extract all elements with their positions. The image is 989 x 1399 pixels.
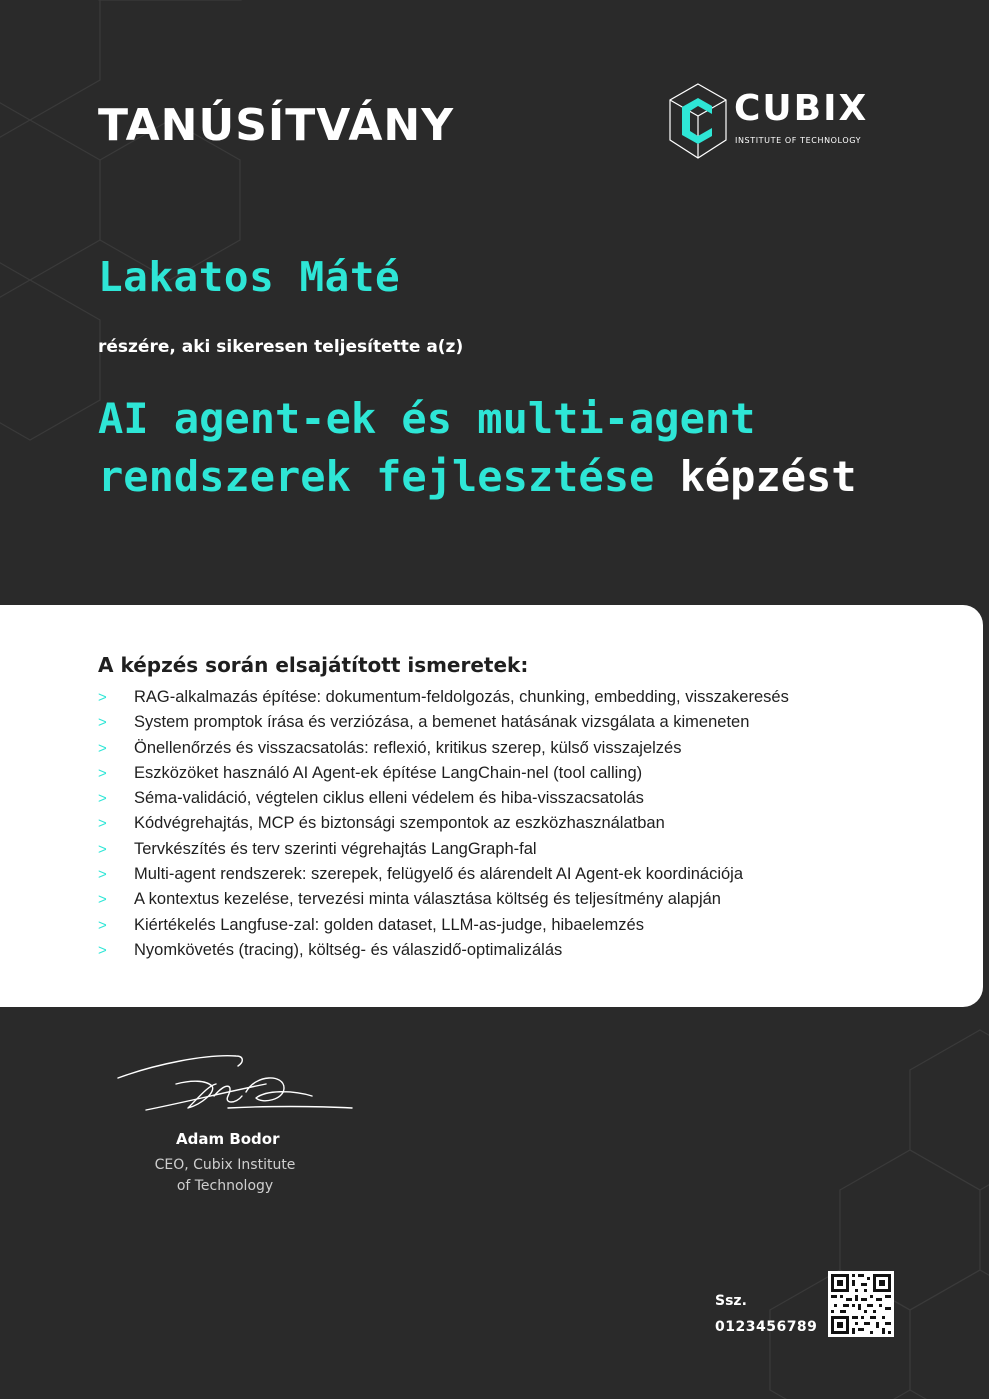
list-item	[98, 862, 789, 887]
skill-text: Multi-agent rendszerek: szerepek, felügyelő és alárendelt AI Agent-ek koordinációja	[134, 865, 744, 884]
serial-label: Ssz.	[715, 1293, 747, 1309]
qr-code	[828, 1271, 894, 1337]
chevron-right-icon: >	[98, 714, 107, 732]
list-item	[98, 887, 789, 912]
chevron-right-icon: >	[98, 739, 107, 757]
course-name: AI agent-ek és multi-agent rendszerek fejlesztése	[98, 394, 756, 501]
list-item	[98, 938, 789, 963]
skill-text: Tervkészítés és terv szerinti végrehajtás LangGraph-fal	[134, 839, 537, 858]
handwritten-signature	[116, 1050, 356, 1116]
list-item	[98, 736, 789, 761]
chevron-right-icon: >	[98, 916, 107, 934]
list-item	[98, 685, 789, 710]
skills-panel	[0, 605, 983, 1007]
chevron-right-icon: >	[98, 840, 107, 858]
list-item	[98, 761, 789, 786]
signatory-role-line: of Technology	[176, 1178, 274, 1194]
recipient-name: Lakatos Máté	[98, 253, 401, 301]
completion-intro: részére, aki sikeresen teljesítette a(z)	[98, 337, 464, 357]
course-title	[98, 390, 918, 506]
chevron-right-icon: >	[98, 941, 107, 959]
signatory-name: Adam Bodor	[176, 1130, 280, 1148]
chevron-right-icon: >	[98, 815, 107, 833]
chevron-right-icon: >	[98, 891, 107, 909]
course-suffix: képzést	[679, 452, 857, 501]
list-item	[98, 786, 789, 811]
signatory-role	[130, 1155, 320, 1197]
logo-subtitle: INSTITUTE OF TECHNOLOGY	[735, 136, 862, 145]
chevron-right-icon: >	[98, 689, 107, 706]
serial-number: 0123456789	[715, 1319, 818, 1335]
logo-wordmark: CUBIX	[734, 88, 869, 129]
serial-number-block	[715, 1293, 817, 1335]
skill-text: Önellenőrzés és visszacsatolás: reflexió, kritikus szerep, külső visszajelzés	[134, 738, 682, 757]
skill-text: Kódvégrehajtás, MCP és biztonsági szempontok az eszközhasználatban	[134, 814, 665, 833]
skills-list	[98, 685, 789, 963]
cubix-logo-icon	[668, 82, 728, 160]
signatory-role-line: CEO, Cubix Institute	[154, 1157, 296, 1173]
skill-text: A kontextus kezelése, tervezési minta választása költség és teljesítmény alapján	[134, 890, 721, 909]
chevron-right-icon: >	[98, 790, 107, 808]
skill-text: Nyomkövetés (tracing), költség- és válaszidő-optimalizálás	[134, 940, 563, 959]
skill-text: Eszközöket használó AI Agent-ek építése LangChain-nel (tool calling)	[134, 763, 643, 782]
cubix-logo	[668, 82, 878, 164]
skill-text: Séma-validáció, végtelen ciklus elleni védelem és hiba-visszacsatolás	[134, 789, 644, 808]
skill-text: System promptok írása és verziózása, a bemenet hatásának vizsgálata a kimeneten	[134, 713, 750, 732]
list-item	[98, 837, 789, 862]
chevron-right-icon: >	[98, 764, 107, 782]
skill-text: RAG-alkalmazás építése: dokumentum-feldolgozás, chunking, embedding, visszakeresés	[134, 688, 789, 706]
list-item	[98, 913, 789, 938]
certificate-title: TANÚSÍTVÁNY	[98, 100, 455, 151]
chevron-right-icon: >	[98, 866, 107, 884]
list-item	[98, 710, 789, 735]
skills-heading: A képzés során elsajátított ismeretek:	[98, 653, 529, 677]
skill-text: Kiértékelés Langfuse-zal: golden dataset, LLM-as-judge, hibaelemzés	[134, 915, 644, 934]
list-item	[98, 811, 789, 836]
